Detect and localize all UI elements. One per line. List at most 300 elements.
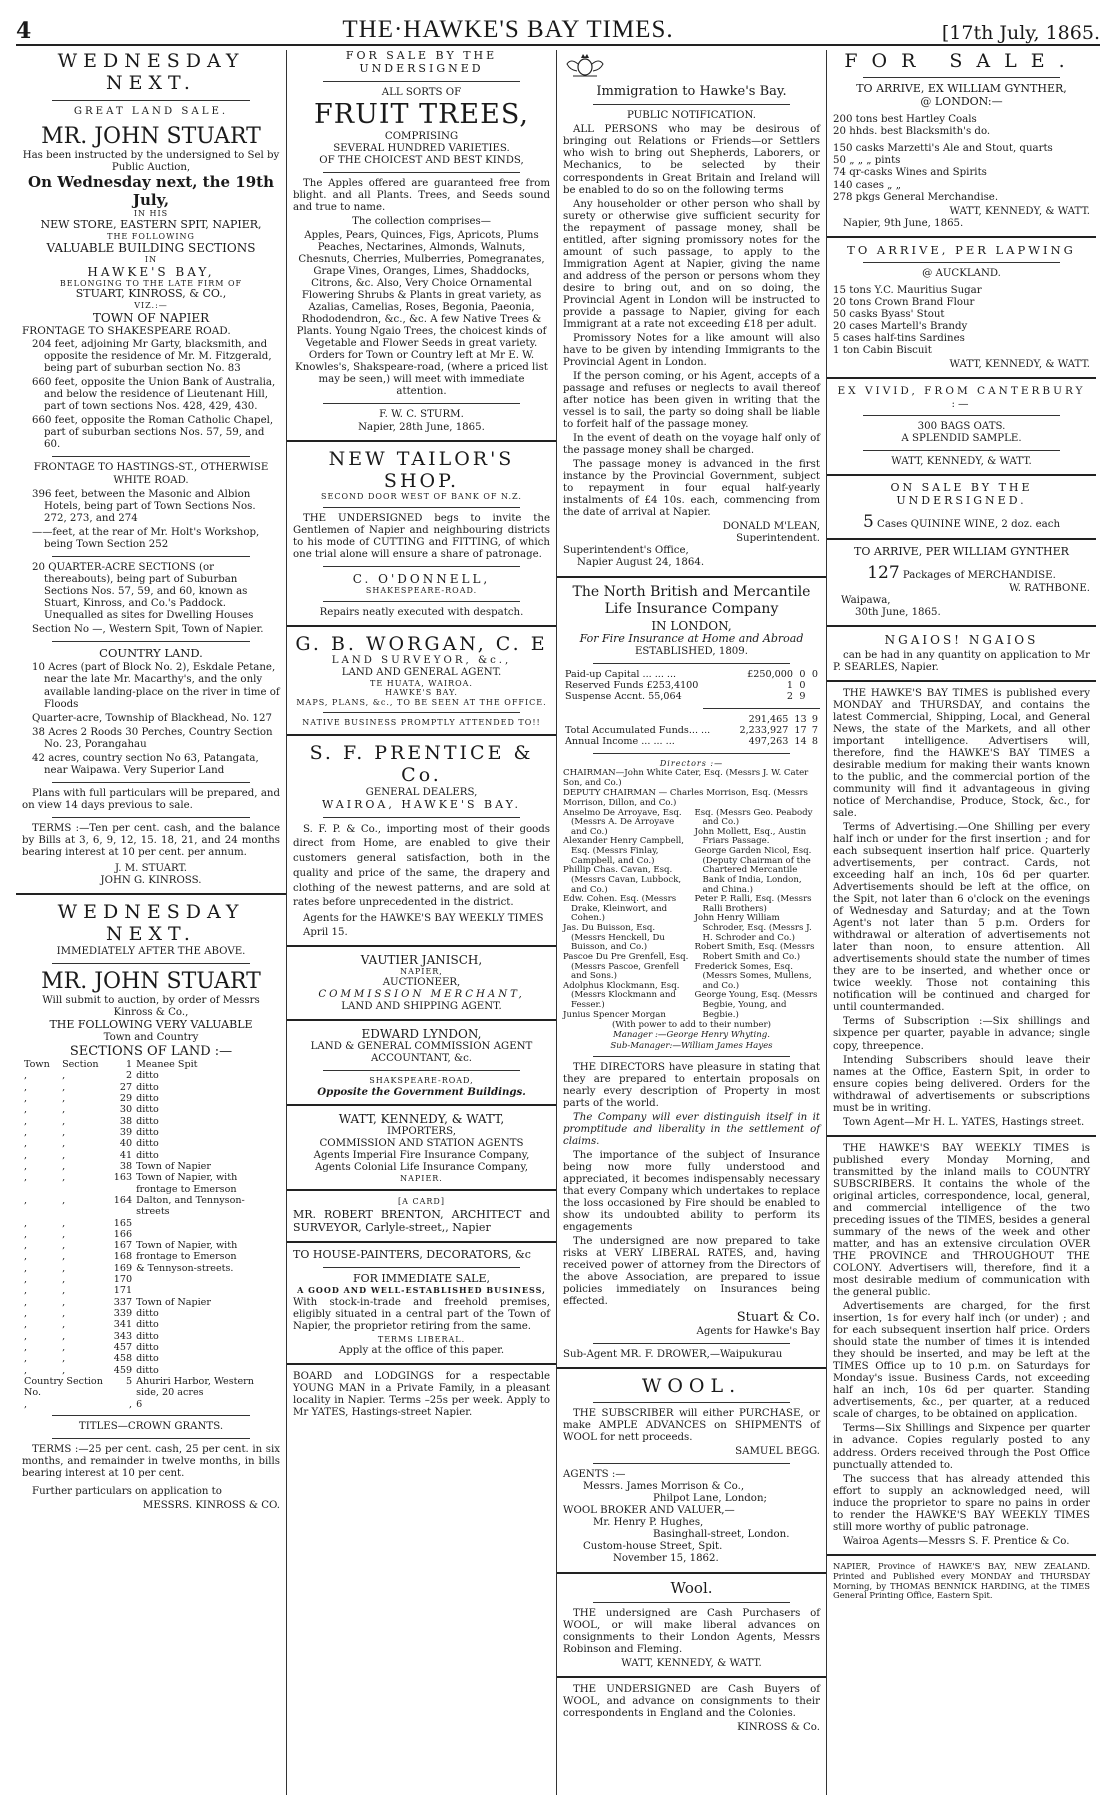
list-item: 10 Acres (part of Block No. 2), Eskdale Petane, near the late Mr. Macarthy's, and the only available landing-place on the river in time of Floods [32,662,280,710]
table-cell: 167 [113,1240,133,1252]
table-cell: 459 [113,1364,133,1376]
ad-text: NAPIER. [400,1173,443,1183]
auctioneer-name: MR. JOHN STUART [41,123,261,149]
table-cell: , [62,1194,66,1206]
table-row [563,714,820,725]
table-cell [807,680,820,691]
table-cell [134,1229,280,1240]
ad-text: OF THE CHOICEST AND BEST KINDS, [319,154,524,166]
ad-text: @ AUCKLAND. [922,268,1001,280]
table-cell: , [24,1274,28,1286]
table-cell: ditto [136,1138,159,1150]
director-entry: Edw. Cohen. Esq. (Messrs Drake, Kleinwort, and Cohen.) [563,894,677,924]
table-cell: 458 [113,1353,133,1365]
table-cell: 17 [794,724,807,736]
wool-ad-2 [563,1580,820,1671]
masthead [16,10,1100,46]
signature: JOHN G. KINROSS. [100,874,202,886]
table-cell: , [62,1217,66,1229]
table-cell: Dalton, and Tennyson-streets [136,1194,245,1218]
table-row [22,1251,280,1262]
list-item: 20 cases Martell's Brandy [833,321,968,333]
table-cell: 0 [799,668,806,680]
table-cell: 168 [113,1251,133,1263]
directors-heading: Directors :— [659,758,724,768]
list-item: 20 tons Crown Brand Flour [833,297,975,309]
ad-text: [A CARD] [398,1197,445,1207]
ad-heading: ON SALE BY THE UNDERSIGNED. [890,481,1033,508]
weekly-times-notice [833,1143,1090,1548]
table-cell: 38 [119,1115,133,1127]
table-cell: 1 [125,1059,133,1071]
table-row [22,1138,280,1149]
table-cell: Total Accumulated Funds... ... [565,724,711,736]
table-cell: , [24,1296,28,1308]
table-cell: 7 [811,724,818,736]
ad-text: SECTIONS OF LAND :— [69,1043,233,1059]
goods-list [833,114,1090,138]
table-row [22,1297,280,1308]
second-sale-ad [22,901,280,1512]
table-cell: , [62,1093,66,1105]
table-cell: ditto [136,1104,159,1116]
table-cell: , [62,1160,66,1172]
table-row [22,1150,280,1161]
director-entry: Frederick Somes, Esq. (Messrs Somes, Mullens, and Co.) [694,961,812,991]
director-entry: Robert Smith, Esq. (Messrs Robert Smith and Co.) [694,942,815,962]
ad-heading: WOOL. [641,1374,742,1397]
list-item: 42 acres, country section No 63, Patangata, near Waipawa. Very Superior Land [32,752,259,776]
agent-line: WOOL BROKER AND VALUER,— [563,1505,735,1517]
table-cell: 291,465 [748,713,789,725]
tailor-ad [293,448,550,619]
ad-text: Apples, Pears, Quinces, Figs, Apricots, Plums Peaches, Nectarines, Almonds, Walnuts, Chesnuts, Cherries, Mulberries, Pomegranates, Grape Vines, Oranges, Limes, Shaddocks, Citrons, &c. Also, Very Choice Ornamental Flowering Shrubs & Plants in great variety, as Azalias, Camelias, Roses, Begonia, Paeonia, Rhododendron, &c., &c. A few Native Trees & Plants. Young Ngaio Trees, the choicest kinds of Vegetable and Flower Seeds in great variety. Orders for Town or Country left at Mr E. W. Knowles's, Shakspeare-road, (where a priced list may be seen,) will meet with immediate attention. [295,230,548,398]
ad-text: THE FOLLOWING [107,231,195,241]
ad-heading: TO ARRIVE, PER LAPWING [847,242,1076,257]
notice-text: In the event of death on the voyage half only of the passage money shall be charged. [563,433,820,457]
ad-heading: TO ARRIVE, PER WILLIAM GYNTHER [854,545,1069,559]
notice-text: ALL PERSONS who may be desirous of bringing out Relations or Friends—or Settlers who wish to bring out Shepherds, Laborers, or Mechanics, to be selected by their correspondents in Great Britain and Ireland will be enabled to do so on the following terms [563,124,820,196]
ad-text: IN HIS [133,209,169,219]
table-cell: , [62,1115,66,1127]
table-cell: 163 [113,1172,133,1184]
list-item: ——feet, at the rear of Mr. Holt's Workshop, being Town Section 252 [32,526,260,550]
list-item: 50 casks Byass' Stout [833,309,945,321]
table-row [22,1082,280,1093]
signature: SAMUEL BEGG. [735,1446,820,1458]
insurance-ad [563,584,820,1361]
issue-date: [17th July, 1865. [941,22,1100,44]
notice-text: THE HAWKE'S BAY WEEKLY TIMES is published every Monday Morning, and transmitted by the inland mails to COUNTRY SUBSCRIBERS. It contains the whole of the original articles, correspondence, local, general, and commercial intelligence of the two preceding issues of the TIMES, besides a general summary of the news of the week and other matter, and has an extensive circulation OVER THE PROVINCE and THROUGHOUT THE COLONY. Advertisers will, therefore, find it a most desirable medium of communication with the general public. [833,1142,1090,1299]
table-row [22,1059,280,1070]
ad-text: THE UNDERSIGNED are Cash Buyers of WOOL, and advance on consignments to their correspondents in England and the Colonies. [563,1684,820,1720]
table-cell: , [24,1319,28,1331]
vivid-ad [833,385,1090,468]
table-cell: , [24,1262,28,1274]
deputy-chairman: DEPUTY CHAIRMAN — Charles Morrison, Esq. (Messrs Morrison, Dillon, and Co.) [563,788,808,809]
ad-text: LAND & GENERAL COMMISSION AGENT [310,1041,533,1053]
table-cell: , [24,1251,28,1263]
director-entry: Adolphus Klockmann, Esq. (Messrs Klockmann and Fesser.) [563,980,680,1011]
ad-text: VIZ.:— [134,301,168,311]
ad-text: The undersigned are now prepared to take risks at VERY LIBERAL RATES, and, having received power of attorney from the Directors of the above Association, are prepared to issue policies immediately on Insurances being effected. [563,1236,820,1308]
director-entry: Phillip Chas. Cavan, Esq. (Messrs Cavan, Lubbock, and Co.) [563,865,682,895]
signature: WATT, KENNEDY, & WATT. [949,205,1090,217]
ad-text: SECOND DOOR WEST OF BANK OF N.Z. [321,492,522,502]
director-entry: Junius Spencer Morgan [563,1009,666,1020]
ad-text: NEW STORE, EASTERN SPIT, NAPIER, [40,217,262,231]
ad-heading: Wool. [670,1578,713,1597]
lapwing-ad [833,244,1090,372]
table-cell: , [62,1240,66,1252]
table-row [22,1229,280,1240]
table-cell: Annual Income ... ... ... [565,736,675,748]
ad-heading: FOR SALE BY THE UNDERSIGNED [345,50,498,75]
goods-list [833,143,1090,203]
notice-text: Any householder or other person who shall by surety or otherwise give sufficient security for the repayment of passage money, shall be entitled, after signing promissory notes for the amount of such passage, to apply to the Immigration Agent at Napier, giving the name and address of the person or persons whom they desire to bring out, and on so doing, the Provincial Agent in London will be instructed to provide a passage to Napier, giving for each Immigrant at a rate not exceeding £18 per adult. [563,198,820,330]
column-3 [556,50,826,1795]
table-row [22,1376,280,1399]
list-item: 50 „ „ „ pints [833,155,901,167]
ad-text: Packages of MERCHANDISE. [902,570,1056,582]
table-cell: 9 [799,691,806,703]
table-cell: , [62,1081,66,1093]
ad-text: IMMEDIATELY AFTER THE ABOVE. [56,945,246,957]
column-4 [826,50,1096,1795]
table-cell: Country Section No. [24,1375,103,1399]
table-cell: ditto [136,1070,159,1082]
table-row [22,1331,280,1342]
table-cell: ditto [136,1353,159,1365]
table-cell: 0 [799,679,806,691]
table-cell: , [24,1149,28,1161]
date: Napier, 28th June, 1865. [358,421,485,433]
table-cell: , [129,1398,133,1410]
table-cell: 40 [119,1138,133,1150]
notice-text: The success that has already attended this effort to supply an acknowledged need, will induce the proprietor to spare no pains in order to render the HAWKE'S BAY WEEKLY TIMES still more worthy of public patronage. [833,1473,1090,1533]
table-cell [807,691,820,702]
ad-text: TOWN OF NAPIER [92,310,210,325]
ad-text: BELONGING TO THE LATE FIRM OF [59,278,243,288]
table-cell: , [62,1104,66,1116]
ad-text: LAND SURVEYOR, &c., [331,654,512,666]
ad-text: THE UNDERSIGNED begs to invite the Gentlemen of Napier and neighbouring districts to his mode of CUTTING and FITTING, of which one trial alone will ensure a share of patronage. [293,512,550,560]
table-cell: 30 [119,1104,133,1116]
table-cell: ditto [136,1081,159,1093]
ad-heading: FOR SALE. [844,50,1079,72]
table-cell: ditto [136,1330,159,1342]
notice-title: Immigration to Hawke's Bay. [596,84,787,100]
ad-text: BOARD and LODGINGS for a respectable YOUNG MAN in a Private Family, in a pleasant locality in Napier. Terms –25s per week. Apply to Mr YATES, Hastings-street Napier. [293,1370,550,1418]
table-cell: , [24,1364,28,1376]
table-row [563,669,820,680]
dealers-ad [293,742,550,940]
quantity: 5 [862,512,874,533]
table-cell: ditto [136,1319,159,1331]
ad-text: IN [144,255,158,265]
ad-text: Apply at the office of this paper. [338,1344,505,1356]
ad-text: Agents for the HAWKE'S BAY WEEKLY TIMES [303,913,544,925]
table-cell: , [62,1330,66,1342]
sub-manager: Sub-Manager:—William James Hayes [610,1040,773,1051]
list-item: 5 cases half-tins Sardines [833,333,965,345]
auctioneer-name: MR. JOHN STUART [41,968,261,994]
table-row [563,725,820,736]
list-item: 396 feet, between the Masonic and Albion Hotels, being part of Town Sections Nos. 272, 273, and 274 [32,488,256,524]
table-cell: 171 [113,1285,133,1297]
ad-text: S. F. P. & Co., importing most of their goods direct from Home, are enabled to give their customers general satisfaction, both in the quality and price of the same, the drapery and clothing of the newest patterns, and are sold at rates before unprecedented in the district. [293,823,550,909]
table-cell: £250,000 [747,668,793,680]
list-item: 1 ton Cabin Biscuit [833,345,932,357]
ad-text: THE FOLLOWING VERY VALUABLE [49,1017,253,1031]
director-entry: Anselmo De Arroyave, Esq. (Messrs A. De Arroyave and Co.) [563,807,682,837]
table-cell: ditto [136,1149,159,1161]
table-cell: 164 [113,1194,133,1206]
table-cell: , [24,1104,28,1116]
table-cell: ditto [136,1364,159,1376]
ad-text: ACCOUNTANT, &c. [370,1053,473,1065]
funds-table [563,669,820,703]
table-cell: , [62,1138,66,1150]
architect-card [293,1197,550,1234]
signature: KINROSS & Co. [737,1722,820,1734]
director-entry: George Young, Esq. (Messrs Begbie, Young, and Begbie.) [694,990,818,1020]
table-cell: 343 [113,1330,133,1342]
ad-text: The Company will ever distinguish itself in it promptitude and liberality in the settlement of claims. [563,1111,820,1147]
table-cell: , [24,1115,28,1127]
table-cell: 2 [786,691,793,703]
table-cell: 38 [119,1160,133,1172]
ad-subheading: GREAT LAND SALE. [73,105,229,117]
signature-title: Superintendent. [736,533,820,545]
column-1 [16,50,286,1795]
agent-line: Messrs. James Morrison & Co., [583,1481,745,1493]
ad-text: @ LONDON:— [920,95,1003,109]
list-item: 150 casks Marzetti's Ale and Stout, quarts [833,143,1053,155]
date: 30th June, 1865. [855,607,941,619]
table-cell: 39 [119,1127,133,1139]
royal-crest-icon [563,52,607,78]
ad-heading: S. F. PRENTICE & Co. [309,741,534,787]
table-cell: , [62,1296,66,1308]
notice-text: Terms—Six Shillings and Sixpence per quarter in advance. Copies regularly posted to any address. Orders received through the Post Office punctually attended to. [833,1423,1090,1471]
table-cell: , [62,1127,66,1139]
table-cell: 29 [119,1093,133,1105]
notice-text: Wairoa Agents—Messrs S. F. Prentice & Co. [843,1535,1070,1547]
table-cell: , [24,1398,28,1410]
ad-text: VALUABLE BUILDING SECTIONS [46,241,256,256]
table-cell: Town of Napier [136,1160,211,1172]
ad-text: GENERAL DEALERS, [365,786,478,798]
table-cell: , [24,1308,28,1320]
office: Superintendent's Office, [563,545,689,557]
table-cell: Town of Napier, with [136,1240,238,1252]
table-cell: , [62,1285,66,1297]
lots-table [22,1059,280,1410]
notice-text: If the person coming, or his Agent, accepts of a passage and refuses or neglects to avail thereof after notice has been given in writing that the vessel is to sail, the party so doing shall be liable to forfeit half of the passage money. [563,371,820,431]
table-cell: 14 [794,736,807,748]
table-cell: 169 [113,1262,133,1274]
ad-text: HAWKE'S BAY, [87,264,215,279]
ad-text: A SPLENDID SAMPLE. [901,433,1022,445]
table-row [22,1342,280,1353]
table-cell: , [62,1070,66,1082]
ad-text: FOR IMMEDIATE SALE, [352,1271,490,1285]
ad-text: THE DIRECTORS have pleasure in stating that they are prepared to entertain proposals on nearly every description of Property in most parts of the world. [563,1061,820,1109]
agent-line: Custom-house Street, Spit. [583,1541,723,1553]
list-item: 204 feet, adjoining Mr Garty, blacksmith, and opposite the residence of Mr. M. Fitzgerald, being part of suburban section No. 83 [32,339,272,375]
table-cell: , [24,1194,28,1206]
manager: Manager :—George Henry Whyting. [612,1030,771,1041]
ad-text: WAIROA, HAWKE'S BAY. [322,797,521,811]
table-cell: Town of Napier [136,1296,211,1308]
signature: J. M. STUART. [114,862,188,874]
list-item: 278 pkgs General Merchandise. [833,191,999,203]
table-cell: 497,263 [748,736,789,748]
surveyor-ad [293,633,550,728]
table-cell: , [62,1353,66,1365]
section-title: COUNTRY LAND. [99,645,203,660]
notice-text: Terms of Advertising.—One Shilling per every half inch or under for the first insertion ; and for each subsequent insertion half price. Quarterly advertisements, per contract. Cards, not exceeding half an inch, 10s 6d per quarter. Advertisements should be left at the office, on the Spit, not later than 6 o'clock on the evenings of Wednesday and Saturday; and at the Town Agent's not later than 5 p.m. Orders for withdrawal or alteration of advertisements not later than noon, to ensure attention. All advertisements should state the number of times they are to be inserted, and whether once or twice weekly. Those not containing this notification will be continued and charged for until countermanded. [833,821,1090,1014]
date: November 15, 1862. [613,1553,719,1565]
commission-agent-ad [293,1027,550,1098]
table-cell: & Tennyson-streets. [136,1262,234,1274]
table-cell: , [24,1070,28,1082]
table-row [22,1240,280,1251]
directors-list [563,809,820,1021]
printer-imprint: NAPIER, Province of HAWKE'S BAY, NEW ZEALAND. Printed and Published every MONDAY and THURSDAY Morning, by THOMAS BENNICK HARDING, at the TIMES General Printing Office, Eastern Spit. [833,1560,1090,1601]
place: Waipawa, [841,595,891,607]
ad-text: AUCTIONEER, [382,976,461,988]
director-entry: Alexander Henry Campbell, Esq. (Messrs Finlay, Campbell, and Co.) [563,836,684,866]
ad-text: SEVERAL HUNDRED VARIETIES. [333,142,510,154]
ad-text: Town and Country [103,1031,199,1043]
quinine-ad [833,482,1090,532]
table-cell: , [62,1228,66,1240]
table-cell: , [24,1240,28,1252]
table-cell: 27 [119,1081,133,1093]
ad-text: Has been instructed by the undersigned to Sel by Public Auction, [22,149,280,173]
ad-text: Further particulars on application to [32,1485,222,1497]
list-item: 660 feet, opposite the Roman Catholic Chapel, part of suburban sections Nos. 57, 59, and 60. [32,415,274,451]
table-cell: 170 [113,1274,133,1286]
table-cell: Town [24,1059,50,1071]
chairman: CHAIRMAN—John White Cater, Esq. (Messrs J. W. Cater Son, and Co.) [563,767,809,789]
ad-text: A GOOD AND WELL-ESTABLISHED BUSINESS, [297,1284,546,1295]
signature: MESSRS. KINROSS & CO. [142,1499,280,1511]
notice-subtitle: PUBLIC NOTIFICATION. [626,110,756,122]
newspaper-title: THE·HAWKE'S BAY TIMES. [342,16,674,43]
immigration-notice [563,50,820,570]
signature: F. W. C. STURM. [379,409,464,421]
table-cell: , [62,1308,66,1320]
funds-table [563,714,820,748]
notice-text: Promissory Notes for a like amount will also have to be given by intending Immigrants to the Provincial Agent in London. [563,332,820,368]
ad-text: ALL SORTS OF [381,86,462,98]
table-cell: , [24,1093,28,1105]
table-cell: Ahuriri Harbor, Western side, 20 acres [136,1375,254,1399]
table-cell: 2 [125,1070,133,1082]
ad-text: COMMISSION AND STATION AGENTS [319,1137,524,1149]
table-cell: 6 [136,1398,143,1410]
table-cell: 2,233,927 [739,724,789,736]
ad-text: FRONTAGE TO SHAKESPEARE ROAD. [22,324,231,337]
table-cell: , [62,1251,66,1263]
list-item: Quarter-acre, Township of Blackhead, No. 127 [32,712,272,724]
table-row [22,1365,280,1376]
list-item: 20 QUARTER-ACRE SECTIONS (or thereabouts), being part of Suburban Sections Nos. 57, 59, and 60, known as Stuart, Kinross, and Co.'s Paddock. Unequalled as sites for Dwelling Houses [32,561,254,621]
ad-text: SHAKESPEARE-ROAD. [365,586,478,596]
table-cell: ditto [136,1093,159,1105]
table-cell: 0 [811,668,818,680]
table-row [22,1195,280,1218]
table-cell: 9 [811,713,818,725]
table-cell [134,1285,280,1296]
table-cell: 166 [113,1228,133,1240]
ad-terms: TERMS :—25 per cent. cash, 25 per cent. in six months, and remainder in twelve months, in bills bearing interest at 10 per cent. [22,1443,280,1479]
list-item: Section No —, Western Spit, Town of Napier. [32,623,264,635]
list-item: 660 feet, opposite the Union Bank of Australia, and below the residence of Lieutenant Hill, part of town sections Nos. 428, 429, 430. [32,377,276,413]
ad-name: EDWARD LYNDON, [361,1027,482,1042]
signature: Stuart & Co. [736,1310,820,1326]
times-notice [833,688,1090,1129]
table-row [22,1285,280,1296]
ad-text: IMPORTERS, [387,1125,456,1137]
table-row [22,1127,280,1138]
ad-text: The importance of the subject of Insurance being now more fully understood and appreciated, it becomes indispensably necessary that every Company which undertakes to replace the loss occasioned by Fire should be enabled to show its undoubted ability to perform its engagements [563,1149,820,1234]
ad-text: NATIVE BUSINESS PROMPTLY ATTENDED TO!! [302,718,541,728]
ad-name: C. O'DONNELL, [352,571,491,586]
ad-heading: WEDNESDAY NEXT. [57,50,245,95]
signature: WATT, KENNEDY, & WATT. [621,1658,762,1670]
table-cell: , [62,1149,66,1161]
director-entry: Pascoe Du Pre Grenfell, Esq. (Messrs Pascoe, Grenfell and Sons.) [563,951,689,982]
notice-text: Intending Subscribers should leave their names at the Office, Eastern Spit, in order to ensure copies being delivered. Orders for the withdrawal of advertisements or subscriptions must be in writing. [833,1054,1090,1114]
ad-text: TE HUATA, WAIROA. [370,679,473,689]
ad-text: STUART, KINROSS, & CO., [75,287,227,301]
ad-text: 300 BAGS OATS. [917,421,1006,433]
ad-text: MAPS, PLANS, &c., TO BE SEEN AT THE OFFICE. [296,697,547,707]
table-row [22,1161,280,1172]
table-row [22,1070,280,1081]
table-cell: ditto [136,1115,159,1127]
ad-heading: WEDNESDAY NEXT. [57,900,245,946]
ad-heading: TO HOUSE-PAINTERS, DECORATORS, &c [293,1247,531,1261]
table-cell: Town of Napier, with frontage to Emerson [136,1172,238,1195]
ad-text: TO ARRIVE, EX WILLIAM GYNTHER, [856,82,1067,96]
notice-text: Town Agent—Mr H. L. YATES, Hastings street. [843,1116,1085,1128]
table-cell [134,1274,280,1285]
table-cell: , [24,1353,28,1365]
date: Napier, 9th June, 1865. [843,217,964,229]
ad-heading: G. B. WORGAN, C. E [295,632,548,655]
wool-ad-1 [563,1375,820,1566]
table-cell: , [62,1319,66,1331]
director-entry: George Garden Nicol, Esq. (Deputy Chairman of the Chartered Mercantile Bank of India, London, and China.) [694,846,812,895]
director-entry: Peter P. Ralli, Esq. (Messrs Ralli Brothers) [694,894,812,914]
table-cell: Paid-up Capital ... ... ... [565,668,677,680]
ad-text: HAWKE'S BAY. [385,688,458,698]
ad-text: TERMS LIBERAL. [377,1335,466,1345]
table-cell: frontage to Emerson [136,1251,237,1263]
gynther-ad [833,546,1090,619]
table-cell: , [62,1274,66,1286]
ad-text: (With power to add to their number) [612,1020,771,1031]
ad-text: With stock-in-trade and freehold premises, eligibly situated in a central part of the Town of Napier, the proprietor retiring from the same. [293,1297,550,1333]
ad-text: LAND AND SHIPPING AGENT. [341,1000,502,1012]
signature-title: Agents for Hawke's Bay [696,1325,820,1337]
table-row [22,1308,280,1319]
